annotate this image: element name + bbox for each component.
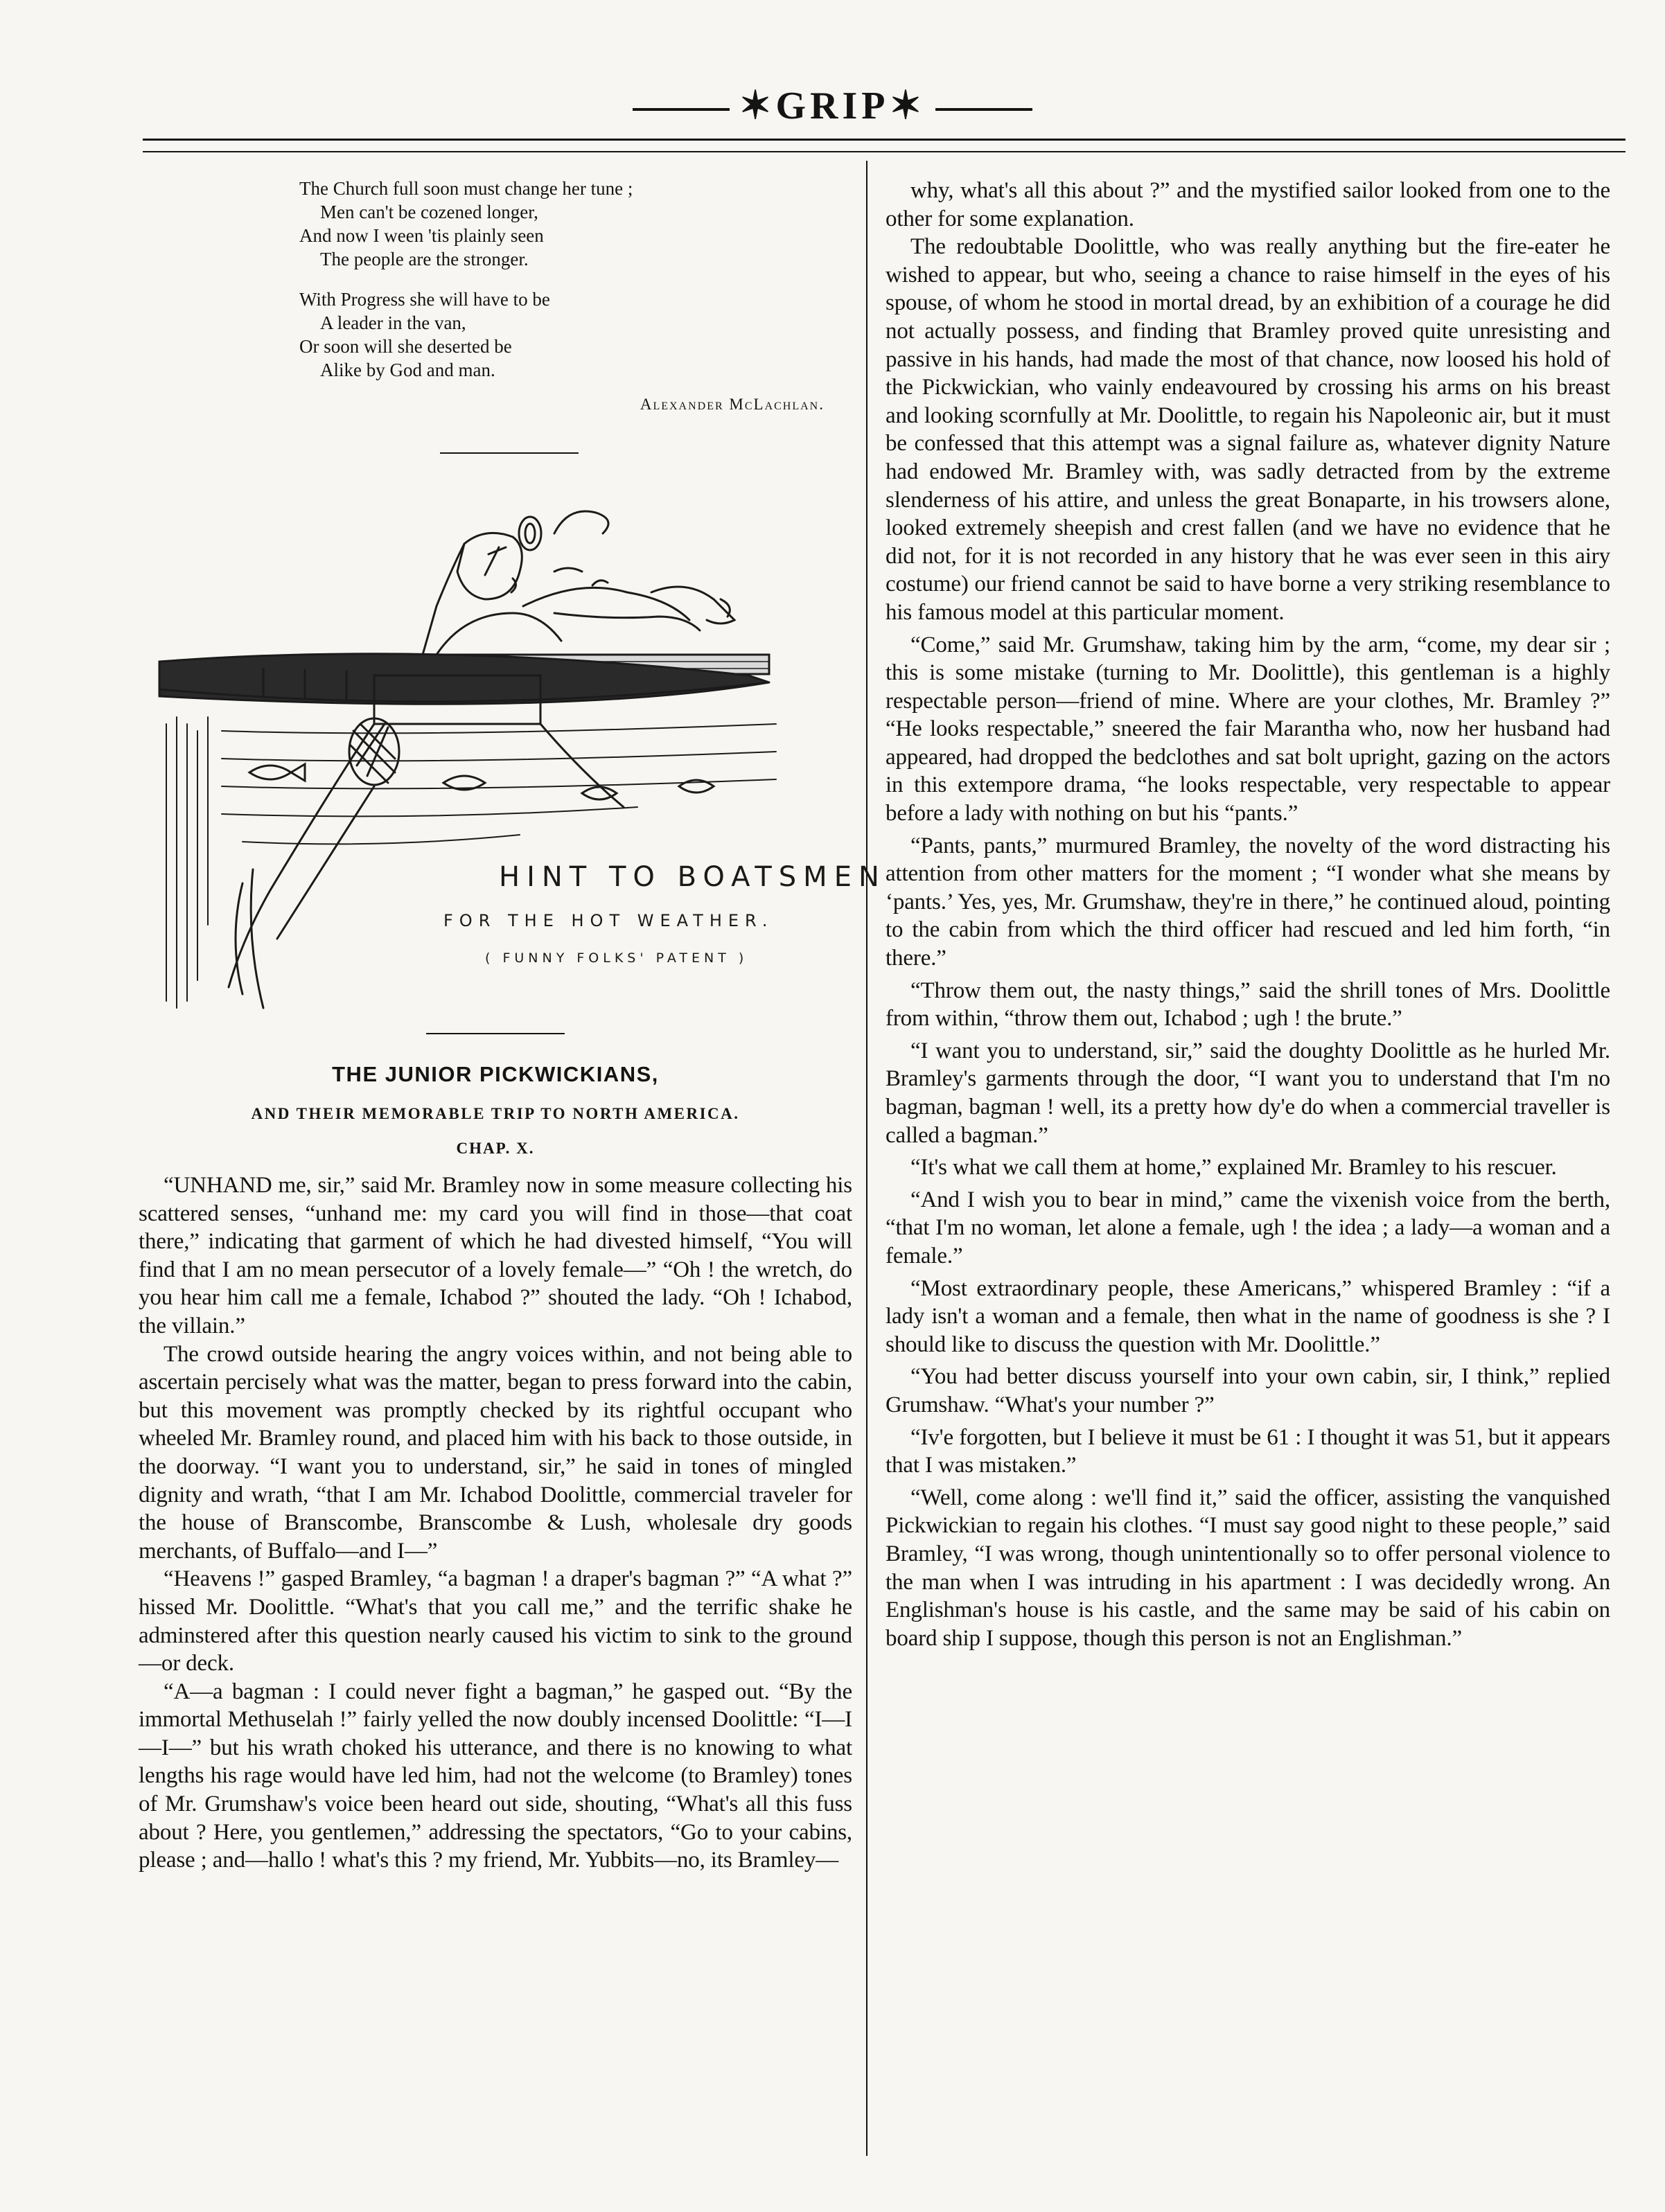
story-paragraph: “UNHAND me, sir,” said Mr. Bramley now in some measure collecting his scattered senses, “unhand me: my card you will find in those—that coat there,” indicating that garment of which he had divested himself, “You will find that I am no mean persecutor of a lovely female—” “Oh ! the wretch, do you hear him call me a female, Ichabod ?” shouted the lady. “Oh ! Ichabod, the villain.” <box>139 1173 852 1338</box>
right-column <box>886 177 1610 1652</box>
poem-line: A leader in the van, <box>320 312 466 333</box>
poem-line: With Progress she will have to be <box>299 289 550 310</box>
story-paragraph: “Throw them out, the nasty things,” said the shrill tones of Mrs. Doolittle from within, “throw them out, Ichabod ; ugh ! the brute.” <box>886 977 1610 1032</box>
masthead-star-right: ✶ <box>889 85 926 127</box>
story-paragraph: “Most extraordinary people, these Americans,” whispered Bramley : “if a lady isn't a woman and a female, then what in the name of goodness is she ? I should like to discuss the question with Mr. Doolittle.” <box>886 1275 1610 1357</box>
story-paragraph: “A—a bagman : I could never fight a bagman,” he gasped out. “By the immortal Methuselah !” fairly yelled the now doubly incensed Doolittle: “I—I—I—” but his wrath choked his utterance, and there is no knowing to what lengths his rage would have led him, had not the welcome (to Bramley) tones of Mr. Grumshaw's voice been heard out side, shouting, “What's all this fuss about ? Here, you gentlemen,” addressing the spectators, “Go to your cabins, please ; and—hallo ! what's this ? my friend, Mr. Yubbits—no, its Bramley— <box>139 1679 852 1873</box>
story-subtitle: AND THEIR MEMORABLE TRIP TO NORTH AMERICA. <box>251 1105 740 1122</box>
poem <box>299 177 840 416</box>
story-paragraph: “You had better discuss yourself into your own cabin, sir, I think,” replied Grumshaw. “What's your number ?” <box>886 1364 1610 1417</box>
masthead-right-rule <box>935 108 1032 111</box>
story-paragraph: “It's what we call them at home,” explained Mr. Bramley to his rescuer. <box>910 1155 1557 1180</box>
section-rule <box>426 1033 565 1034</box>
chapter-heading: CHAP. X. <box>456 1140 535 1157</box>
poem-line: Alike by God and man. <box>320 360 495 380</box>
column-divider <box>866 161 867 2156</box>
cartoon-caption-line-3: ( FUNNY FOLKS' PATENT ) <box>485 950 748 966</box>
masthead-title: GRIP <box>775 85 890 127</box>
section-rule <box>440 452 579 454</box>
poem-stanza-2 <box>299 287 840 382</box>
story-paragraph: “Come,” said Mr. Grumshaw, taking him by the arm, “come, my dear sir ; this is some mistake (turning to Mr. Doolittle), this gentleman is a highly respectable person—friend of mine. Where are your clothes, Mr. Bramley ?” “He looks respectable,” sneered the fair Marantha who, now her husband had appeared, had dropped the bedclothes and sat bolt upright, gazing on the actors in this extempore drama, “he looks respectable, very respectable to appear before a lady with nothing on but his “pants.” <box>886 632 1610 826</box>
poem-line: The Church full soon must change her tune ; <box>299 178 633 199</box>
cartoon-caption-line-1: HINT TO BOATSMEN <box>499 861 886 893</box>
cartoon-drawing <box>139 468 852 1022</box>
story-body-left <box>139 1171 852 1875</box>
cartoon-illustration <box>139 468 886 1022</box>
story-paragraph: “Well, come along : we'll find it,” said the officer, assisting the vanquished Pickwickian to regain his clothes. “I must say good night to these people,” said Bramley, “I was wrong, though unintentionally so to offer personal violence to the man when I was intruding in his apartment : I was decidedly wrong. An Englishman's house is his castle, and the same may be said of his cabin on board ship I suppose, though this person is not an Englishman.” <box>886 1485 1610 1651</box>
story-title: THE JUNIOR PICKWICKIANS, <box>332 1062 659 1086</box>
poem-author: Alexander McLachlan. <box>640 396 825 413</box>
story-paragraph: why, what's all this about ?” and the mystified sailor looked from one to the other for some explanation. <box>886 178 1610 231</box>
story-paragraph: “And I wish you to bear in mind,” came the vixenish voice from the berth, “that I'm no woman, let alone a female, ugh ! the idea ; a lady—a woman and a female.” <box>886 1187 1610 1268</box>
masthead-star-left: ✶ <box>739 85 776 127</box>
left-column <box>139 177 886 1875</box>
masthead <box>0 83 1665 128</box>
poem-stanza-1 <box>299 177 840 271</box>
poem-line: And now I ween 'tis plainly seen <box>299 225 544 246</box>
story-paragraph: “Iv'e forgotten, but I believe it must be 61 : I thought it was 51, but it appears that I was mistaken.” <box>886 1424 1610 1478</box>
story-paragraph: “Pants, pants,” murmured Bramley, the novelty of the word distracting his attention from other matters for the moment ; “I wonder what she means by ‘pants.’ Yes, yes, Mr. Grumshaw, they're in there,” he continued aloud, pointing to the cabin from which the third officer had rescued and led him forth, “in there.” <box>886 833 1610 971</box>
header-rule-top <box>143 139 1626 141</box>
poem-line: Or soon will she deserted be <box>299 336 512 357</box>
cartoon-caption-line-2: FOR THE HOT WEATHER. <box>443 911 774 930</box>
story-paragraph: The redoubtable Doolittle, who was really anything but the fire-eater he wished to appear, but who, seeing a chance to raise himself in the eyes of his spouse, of whom he stood in mortal dread, by an exhibition of a courage he did not actually possess, and finding that Bramley proved quite unresisting and passive in his hands, had made the most of that chance, now loosed his hold of the Pickwickian, who vainly endeavoured by crossing his arms on his breast and looking scornfully at Mr. Doolittle, to regain his Napoleonic air, but it must be confessed that this attempt was a signal failure as, whatever dignity Nature had endowed Mr. Bramley with, was sadly detracted from by the extreme slenderness of his attire, and unless the great Bonaparte, in his trowsers alone, looked extremely sheepish and crest fallen (and we have no evidence that he did not, for it is not recorded in any history that he was ever seen in this airy costume) our friend cannot be said to have borne a very striking resemblance to his famous model at this particular moment. <box>886 234 1610 625</box>
story-paragraph: “Heavens !” gasped Bramley, “a bagman ! a draper's bagman ?” “A what ?” hissed Mr. Doolittle. “What's that you call me,” and the terrific shake he adminstered after this question nearly caused his victim to sink to the ground—or deck. <box>139 1566 852 1676</box>
poem-line: The people are the stronger. <box>320 249 529 269</box>
poem-line: Men can't be cozened longer, <box>320 202 538 222</box>
masthead-left-rule <box>633 108 730 111</box>
header-rule-bottom <box>143 151 1626 152</box>
story-paragraph: “I want you to understand, sir,” said the doughty Doolittle as he hurled Mr. Bramley's garments through the door, “I want you to understand that I'm no bagman, bagman ! well, its a pretty how dy'e do when a commercial traveller is called a bagman.” <box>886 1038 1610 1148</box>
story-paragraph: The crowd outside hearing the angry voices within, and not being able to ascertain percisely what was the matter, began to press forward into the cabin, but this movement was promptly checked by its rightful occupant who wheeled Mr. Bramley round, and placed him with his back to those outside, in the doorway. “I want you to understand, sir,” he said in tones of mingled dignity and wrath, “that I am Mr. Ichabod Doolittle, commercial traveler for the house of Branscombe, Branscombe & Lush, wholesale dry goods merchants, of Buffalo—and I—” <box>139 1341 852 1564</box>
